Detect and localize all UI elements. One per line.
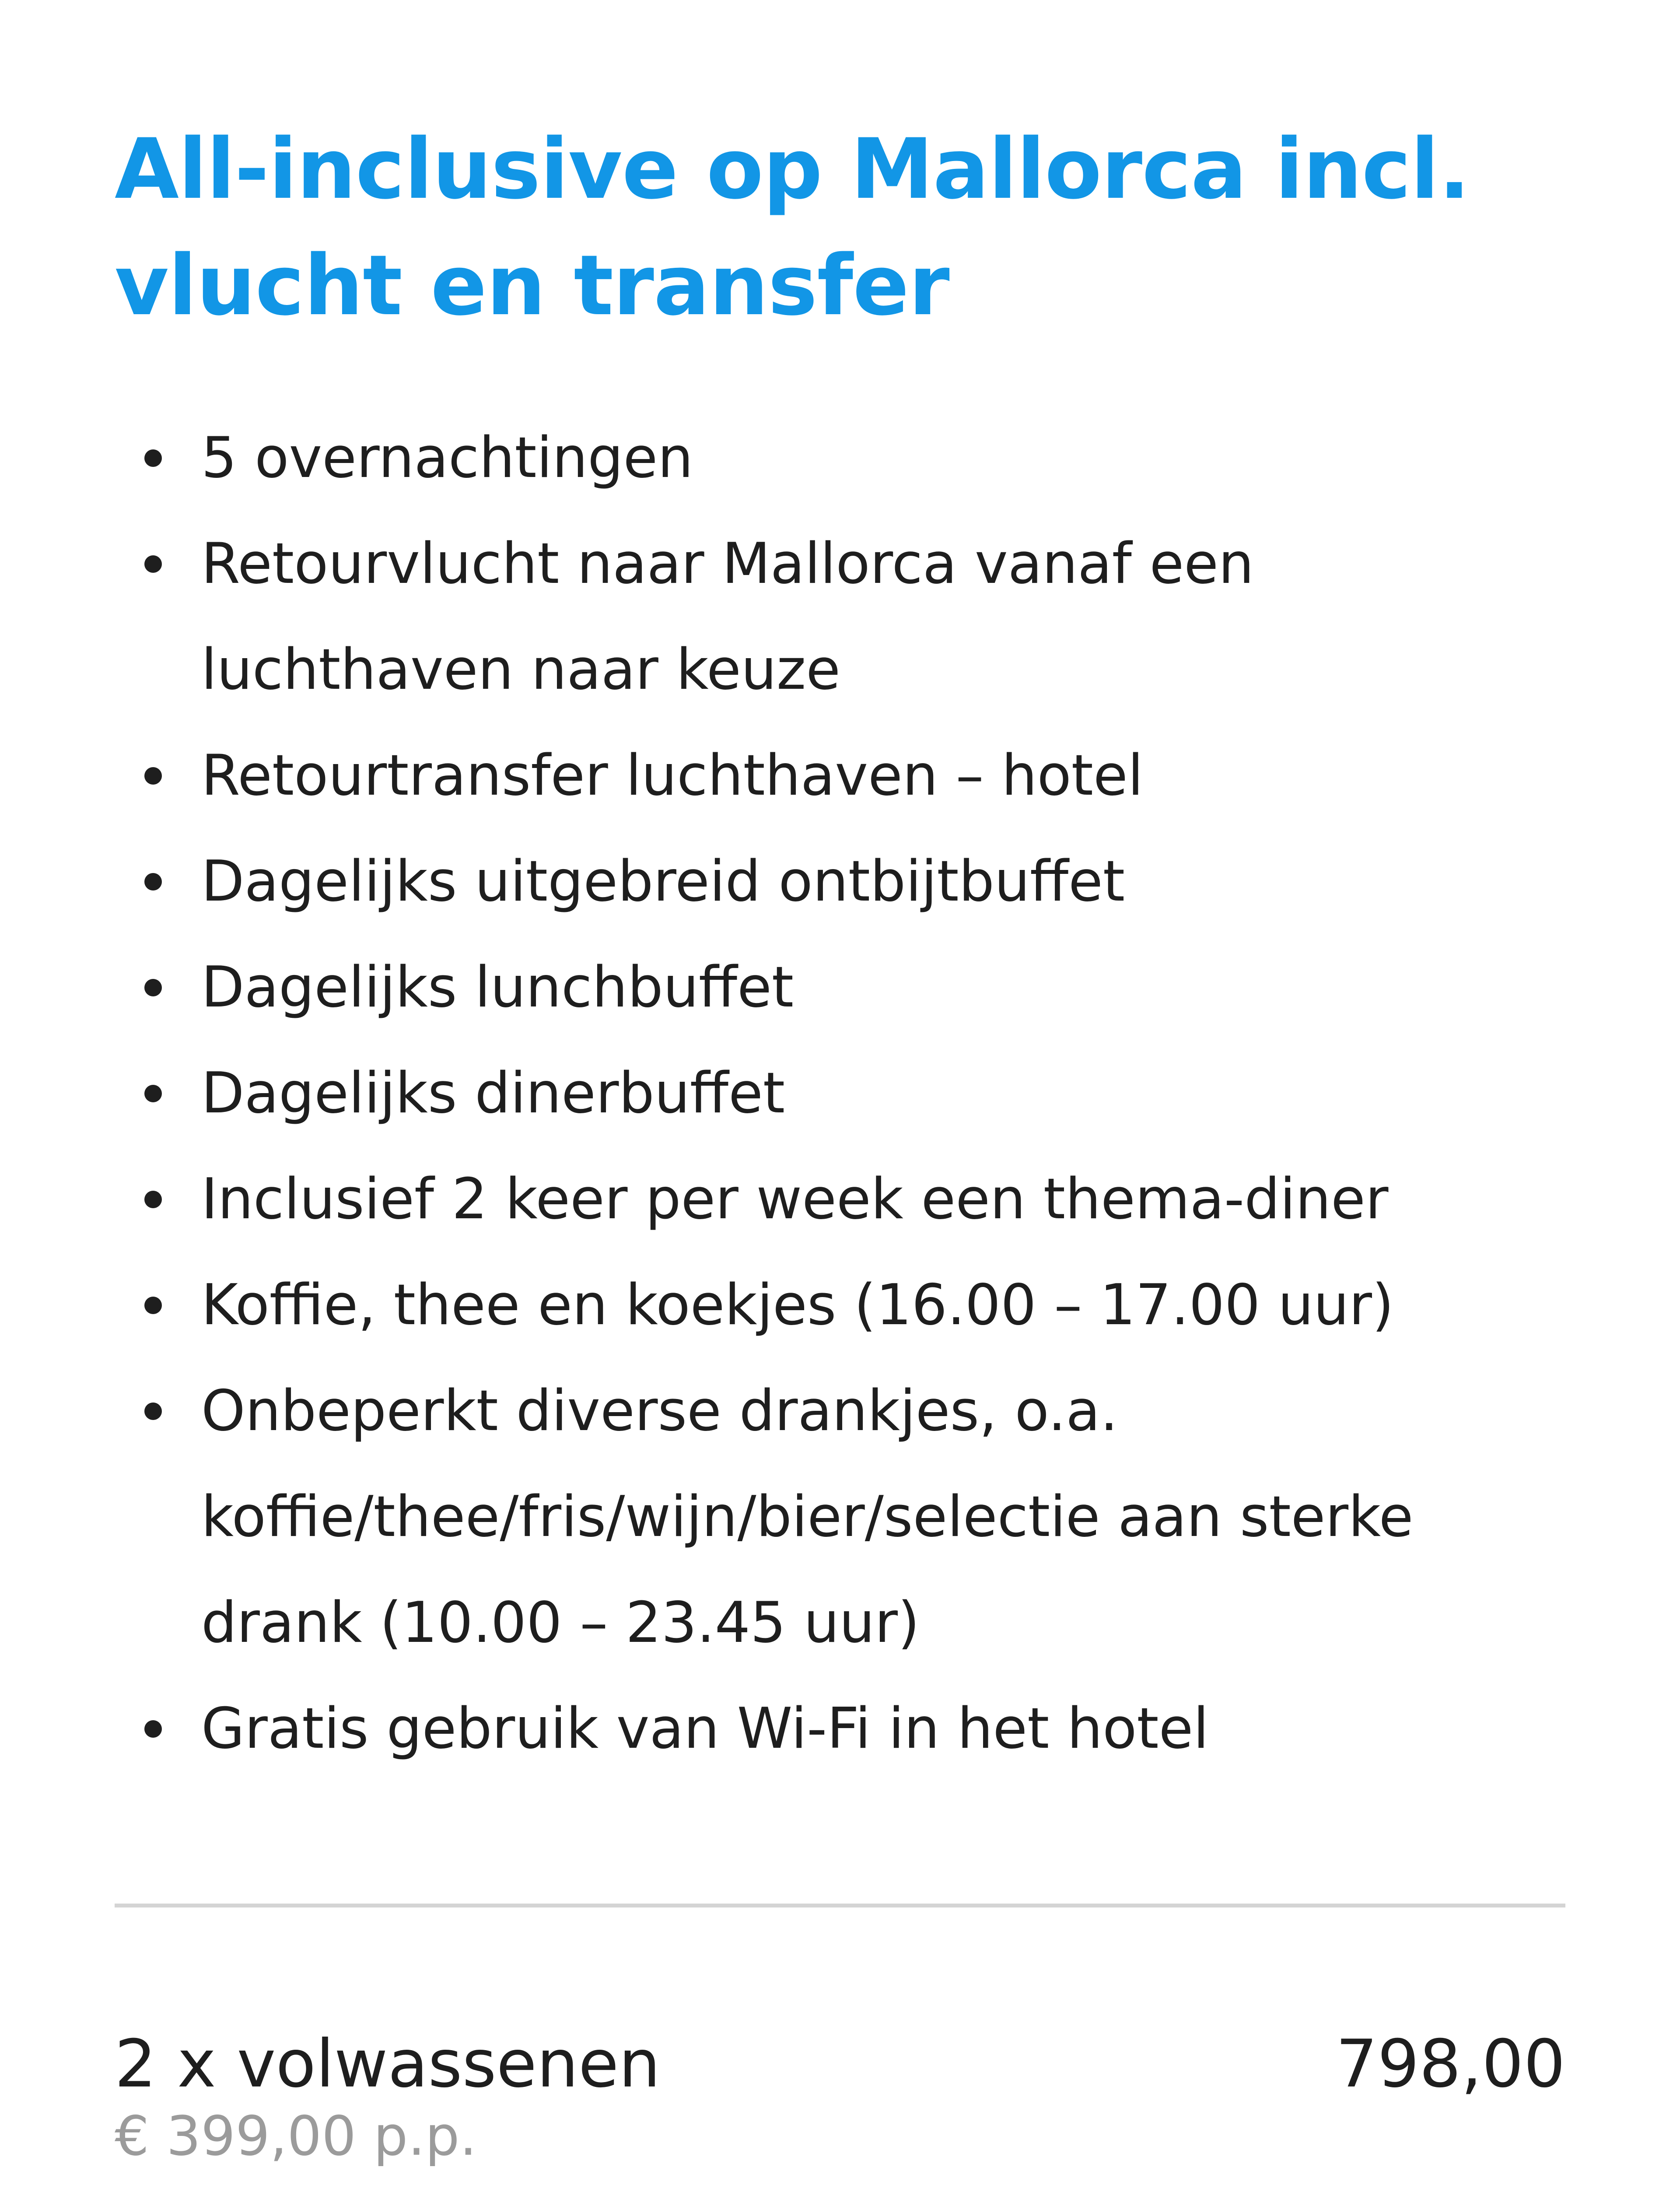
price-row-adults [115, 2025, 1565, 2169]
feature-item: Dagelijks uitgebreid ontbijtbuffet [115, 829, 1565, 935]
feature-item: 5 overnachtingen [115, 405, 1565, 511]
feature-item: Gratis gebruik van Wi-Fi in het hotel [115, 1676, 1565, 1782]
bullet-icon [144, 449, 162, 467]
offer-title-line-2: vlucht en transfer [115, 237, 949, 334]
bullet-icon [144, 979, 162, 996]
bullet-icon [144, 555, 162, 573]
price-value: 798,00 [1336, 2026, 1565, 2102]
bullet-icon [144, 1297, 162, 1314]
offer-title [115, 0, 1565, 344]
feature-item: Dagelijks lunchbuffet [115, 935, 1565, 1041]
price-label: 2 x volwassenen [115, 2026, 661, 2102]
feature-item: Dagelijks dinerbuffet [115, 1041, 1565, 1147]
bullet-icon [144, 873, 162, 891]
bullet-icon [144, 1085, 162, 1102]
offer-title-line-1: All-inclusive op Mallorca incl. [115, 121, 1470, 217]
feature-item: Retourtransfer luchthaven – hotel [115, 723, 1565, 829]
feature-item: Onbeperkt diverse drankjes, o.a. koffie/thee/fris/wijn/bier/selectie aan sterke drank (10.00 – 23.45 uur) [115, 1358, 1565, 1676]
price-breakdown [115, 2025, 1565, 2188]
feature-item: Inclusief 2 keer per week een thema-diner [115, 1147, 1565, 1252]
bullet-icon [144, 1191, 162, 1208]
price-per-person: € 399,00 p.p. [115, 2105, 477, 2168]
bullet-icon [144, 1403, 162, 1420]
bullet-icon [144, 1720, 162, 1738]
feature-list [115, 405, 1565, 1782]
feature-item: Retourvlucht naar Mallorca vanaf een luchthaven naar keuze [115, 511, 1565, 723]
feature-item: Koffie, thee en koekjes (16.00 – 17.00 uur) [115, 1252, 1565, 1358]
section-divider [115, 1904, 1565, 1907]
bullet-icon [144, 767, 162, 785]
